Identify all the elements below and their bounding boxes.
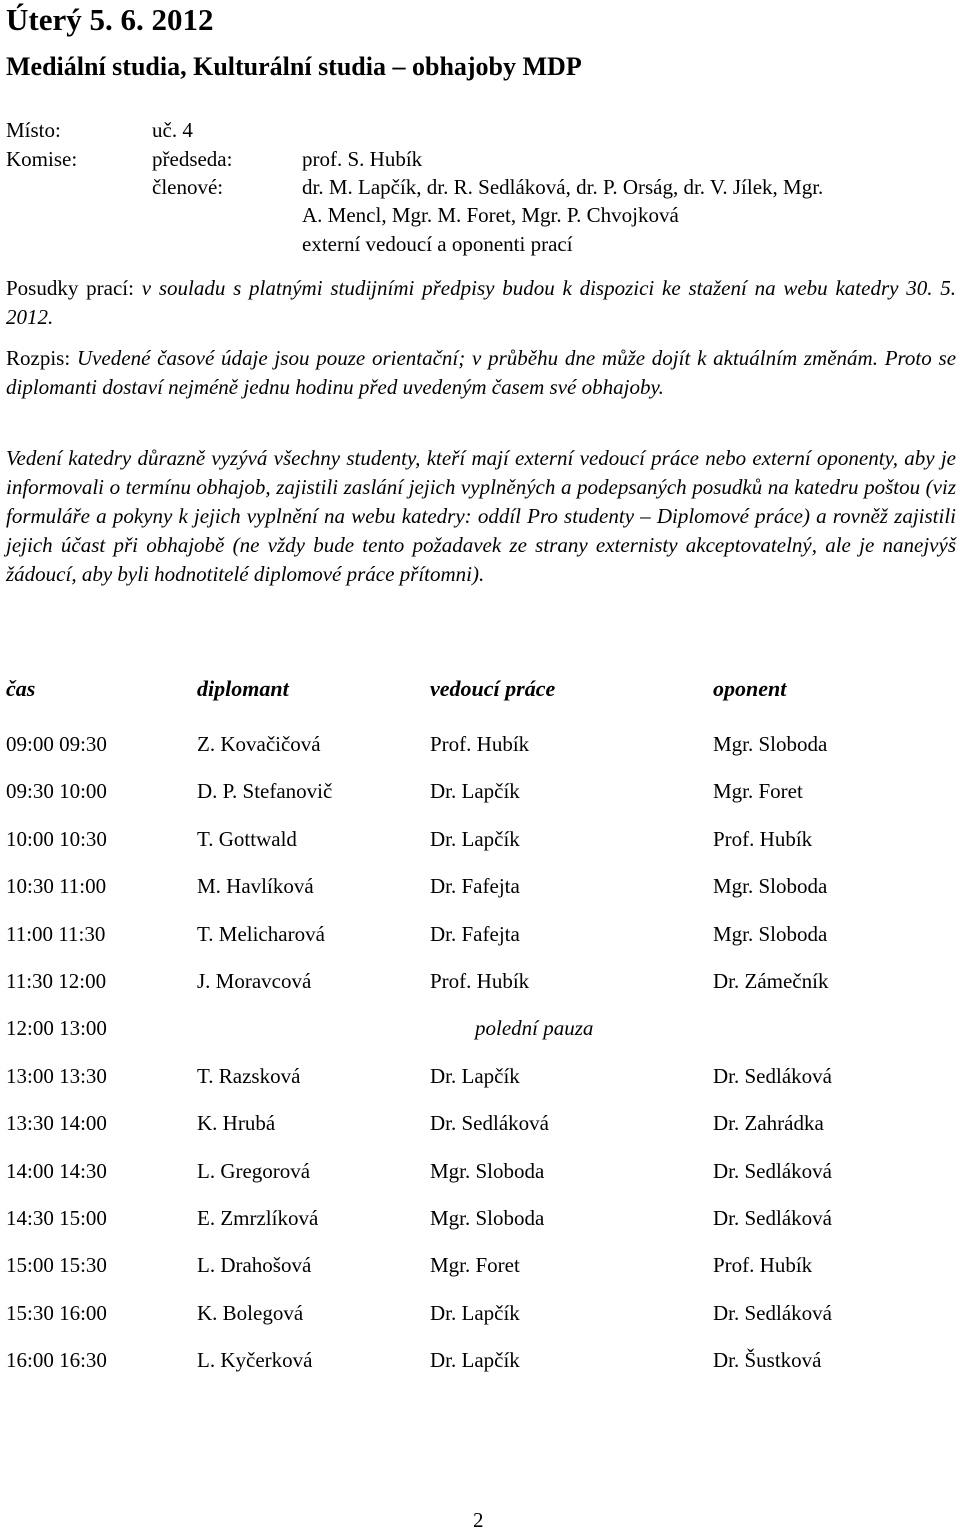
row-opponent: Prof. Hubík [713,1253,813,1278]
lunch-break-label: polední pauza [475,1016,594,1041]
row-supervisor: Dr. Lapčík [430,826,520,851]
page-number: 2 [473,1508,484,1532]
reviews-text: v souladu s platnými studijními předpisy budou k dispozici ke stažení na webu katedry 30. 5. 2012. [6,276,956,329]
row-student: M. Havlíková [197,874,314,899]
row-time: 14:30 15:00 [6,1206,107,1230]
chair-label: předseda: [152,147,233,171]
row-time: 10:00 10:30 [6,826,107,851]
row-student: D. P. Stefanovič [197,779,333,804]
members-line-1: dr. M. Lapčík, dr. R. Sedláková, dr. P. Orság, dr. V. Jílek, Mgr. [302,175,824,199]
row-student: T. Razsková [197,1063,301,1088]
place-value: uč. 4 [152,118,193,142]
page-subtitle: Mediální studia, Kulturální studia – obhajoby MDP [6,52,582,81]
row-time: 13:30 14:00 [6,1111,107,1136]
committee-label: Komise: [6,147,78,171]
row-supervisor: Dr. Lapčík [430,1300,520,1325]
row-student: T. Melicharová [197,921,325,946]
chair-value: prof. S. Hubík [302,147,423,171]
row-supervisor: Dr. Lapčík [430,779,520,804]
row-student: L. Drahošová [197,1253,312,1278]
row-student: K. Bolegová [197,1300,304,1325]
row-supervisor: Dr. Lapčík [430,1063,520,1088]
row-student: L. Kyčerková [197,1348,313,1373]
page-title: Úterý 5. 6. 2012 [6,2,214,37]
reviews-label: Posudky prací: [6,276,134,300]
row-student: T. Gottwald [197,826,297,851]
row-supervisor: Mgr. Foret [430,1253,520,1278]
notice-text: Vedení katedry důrazně vyzývá všechny studenty, kteří mají externí vedoucí práce nebo externí oponenty, aby je informovali o termínu obhajob, zajistili zaslání jejich vyplněných a podepsaných posudků na katedru poštou (viz formuláře a pokyny k jejich vyplnění na webu katedry: oddíl Pro studenty – Diplomové práce) a rovněž zajistili jejich účast při obhajobě (ne vždy bude tento požadavek ze strany externisty akceptovatelný, ale je nanejvýš žádoucí, aby byli hodnotitelé diplomové práce přítomni). [6,446,956,586]
row-supervisor: Prof. Hubík [430,969,530,993]
schedule-note-label: Rozpis: [6,346,71,370]
row-supervisor: Dr. Fafejta [430,921,520,946]
row-student: L. Gregorová [197,1158,311,1183]
row-time: 10:30 11:00 [6,874,107,899]
row-student: E. Zmrzlíková [197,1206,319,1230]
row-student: J. Moravcová [197,969,312,993]
row-supervisor: Mgr. Sloboda [430,1158,545,1183]
reviews-paragraph [6,274,956,332]
row-opponent: Dr. Zámečník [713,969,829,993]
header-opponent: oponent [713,676,787,701]
header-student: diplomant [197,676,289,701]
row-opponent: Dr. Zahrádka [713,1111,824,1136]
row-opponent: Dr. Sedláková [713,1063,832,1088]
row-supervisor: Mgr. Sloboda [430,1206,545,1230]
row-opponent: Dr. Šustková [713,1348,822,1373]
members-line-2: A. Mencl, Mgr. M. Foret, Mgr. P. Chvojková [302,203,679,227]
row-time: 13:00 13:30 [6,1063,107,1088]
row-opponent: Mgr. Foret [713,779,803,804]
row-time: 16:00 16:30 [6,1348,107,1373]
row-time: 11:00 11:30 [6,921,106,946]
row-time: 14:00 14:30 [6,1158,107,1183]
schedule-note-text: Uvedené časové údaje jsou pouze orientační; v průběhu dne může dojít k aktuálním změnám. Proto se diplomanti dostaví nejméně jednu hodinu před uvedeným časem své obhajoby. [6,346,957,399]
row-opponent: Dr. Sedláková [713,1158,832,1183]
row-time: 09:30 10:00 [6,779,107,804]
row-opponent: Mgr. Sloboda [713,921,828,946]
row-opponent: Prof. Hubík [713,826,813,851]
row-time: 09:00 09:30 [6,732,107,756]
row-time: 15:00 15:30 [6,1253,107,1278]
row-opponent: Dr. Sedláková [713,1206,832,1230]
row-time: 11:30 12:00 [6,969,107,993]
row-opponent: Mgr. Sloboda [713,732,828,756]
members-label: členové: [152,175,224,199]
header-time: čas [6,676,36,701]
row-supervisor: Prof. Hubík [430,732,530,756]
row-supervisor: Dr. Fafejta [430,874,520,899]
row-supervisor: Dr. Sedláková [430,1111,549,1136]
row-time: 12:00 13:00 [6,1016,107,1041]
row-supervisor: Dr. Lapčík [430,1348,520,1373]
notice-paragraph [6,444,956,589]
members-line-3: externí vedoucí a oponenti prací [302,232,573,256]
header-supervisor: vedoucí práce [430,676,556,701]
place-label: Místo: [6,118,61,142]
row-student: K. Hrubá [197,1111,276,1136]
row-time: 15:30 16:00 [6,1300,107,1325]
schedule-note-paragraph [6,344,956,402]
row-opponent: Dr. Sedláková [713,1300,832,1325]
row-student: Z. Kovačičová [197,732,321,756]
row-opponent: Mgr. Sloboda [713,874,828,899]
